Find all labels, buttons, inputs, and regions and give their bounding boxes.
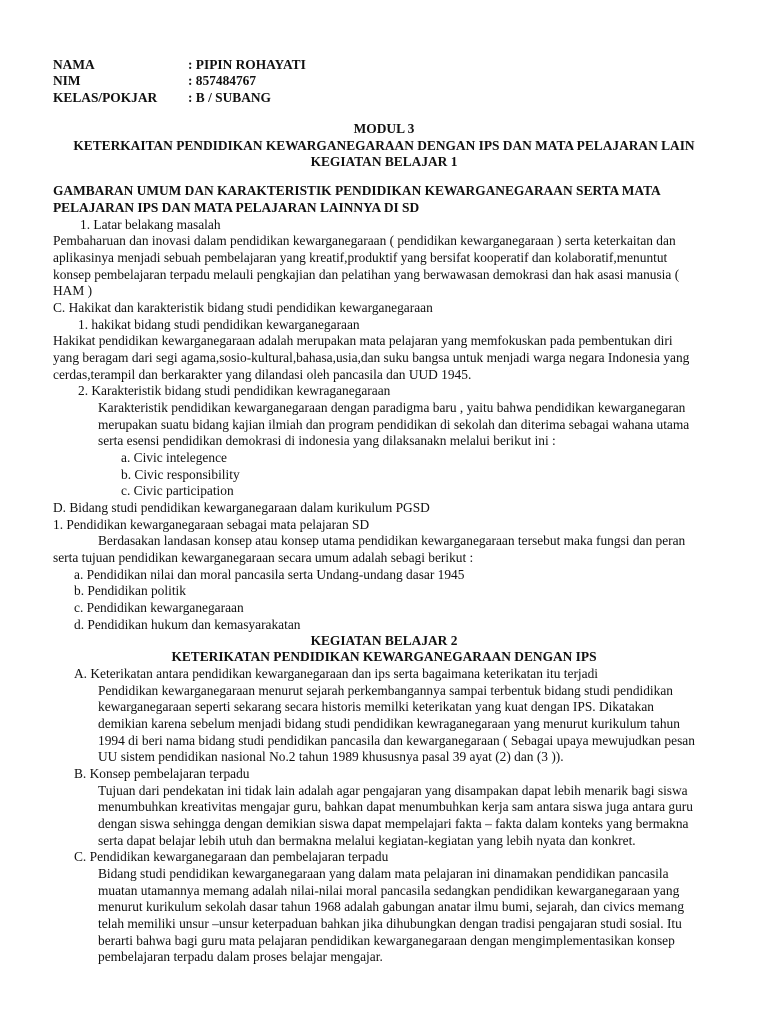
module-title: MODUL 3: [353, 121, 415, 136]
text-line: pembelajaran terpadu dalam proses belajar mengajar.: [98, 949, 383, 964]
text-line: B. Konsep pembelajaran terpadu: [74, 766, 250, 781]
text-line: menurut kurikulum sekolah dasar tahun 1968 adalah gabungan anatar ilmu bumi, sejarah, dan civics memang: [98, 899, 685, 914]
text-line: demikian karena sebelum menjadi bidang studi pendidikan kewraganegaraan yang menurut kurikulum tahun: [98, 716, 680, 731]
text-line: PELAJARAN IPS DAN MATA PELAJARAN LAINNYA DI SD: [53, 200, 420, 215]
text-line: berarti bahwa bagi guru mata pelajaran pendidikan kewarganegaraan dengan mengimplementasikan konsep: [98, 933, 675, 948]
text-line: 1994 di beri nama bidang studi pendidikan pancasila dan kewarganegaraan ( Sebagai upaya mewujudkan pesan: [98, 733, 695, 748]
text-line: dengan siswa sehingga dengan demikian siswa dapat mempelajari fakta – fakta dalam konteks yang bermakna: [98, 816, 689, 831]
label-nama: NAMA: [53, 57, 95, 72]
text-line: b. Civic responsibility: [121, 467, 240, 482]
text-line: Pembaharuan dan inovasi dalam pendidikan kewarganegaraan ( pendidikan kewarganegaraan ) serta keterkaitan dan: [53, 233, 676, 248]
text-line: 1. hakikat bidang studi pendidikan kewarganegaraan: [78, 317, 360, 332]
value-nim: : 857484767: [188, 73, 257, 88]
text-line: C. Pendidikan kewarganegaraan dan pembelajaran terpadu: [74, 849, 389, 864]
text-line: d. Pendidikan hukum dan kemasyarakatan: [74, 617, 301, 632]
text-line: KEGIATAN BELAJAR 2: [310, 633, 458, 648]
text-line: Tujuan dari pendekatan ini tidak lain adalah agar pengajaran yang disampakan dapat lebih menarik bagi siswa: [98, 783, 688, 798]
text-line: serta dapat belajar lebih utuh dan bermakna melalui kegiatan-kegiatan yang lebih nyata dan konkret.: [98, 833, 636, 848]
text-line: 2. Karakteristik bidang studi pendidikan kewraganegaraan: [78, 383, 391, 398]
label-nim: NIM: [53, 73, 81, 88]
text-line: Pendidikan kewarganegaraan menurut sejarah perkembangannya sampai terbentuk bidang studi pendidikan: [98, 683, 673, 698]
text-line: C. Hakikat dan karakteristik bidang studi pendidikan kewarganegaraan: [53, 300, 433, 315]
text-line: Bidang studi pendidikan kewarganegaraan yang dalam mata pelajaran ini dinamakan pendidikan pancasila: [98, 866, 669, 881]
text-line: A. Keterikatan antara pendidikan kewarganegaraan dan ips serta bagaimana keterikatan itu terjadi: [74, 666, 598, 681]
text-line: muatan utamannya memang adalah nilai-nilai moral pancasila sedangkan pendidikan kewarganegaraan yang: [98, 883, 680, 898]
text-line: aplikasinya menjadi sebuah pembelajaran yang kreatif,produktif yang bersifat kooperatif dan kolaboratif,menuntut: [53, 250, 668, 265]
label-kelas: KELAS/POKJAR: [53, 90, 158, 105]
text-line: a. Civic intelegence: [121, 450, 227, 465]
main-title: KETERKAITAN PENDIDIKAN KEWARGANEGARAAN DENGAN IPS DAN MATA PELAJARAN LAIN: [73, 138, 695, 153]
text-line: telah memiliki unsur –unsur keterpaduan bahkan jika dihubungkan dengan tradisi pengajaran studi sosial. Itu: [98, 916, 682, 931]
text-line: serta tujuan pendidikan kewarganegaraan secara umum adalah sebagi berikut :: [53, 550, 474, 565]
text-line: D. Bidang studi pendidikan kewarganegaraan dalam kurikulum PGSD: [53, 500, 430, 515]
text-line: serta esensi pendidikan demokrasi di indonesia yang dilaksanakn melalui berikut ini :: [98, 433, 556, 448]
text-line: cerdas,terampil dan berkarakter yang dilandasi oleh pancasila dan UUD 1945.: [53, 367, 472, 382]
text-line: b. Pendidikan politik: [74, 583, 186, 598]
text-line: Karakteristik pendidikan kewarganegaraan dengan paradigma baru , yaitu bahwa pendidikan kewarganegaran: [98, 400, 686, 415]
text-line: konsep pembelajaran terpadu melauli pengkajian dan pelatihan yang berwawasan demokrasi dan hak asasi manusia (: [53, 267, 680, 282]
value-nama: : PIPIN ROHAYATI: [188, 57, 306, 72]
text-line: Hakikat pendidikan kewarganegaraan adalah merupakan mata pelajaran yang memfokuskan pada pembentukan diri: [53, 333, 673, 348]
text-line: HAM ): [53, 283, 93, 298]
text-line: UU sistem pendidikan nasional No.2 tahun 1989 khususnya pasal 39 ayat (2) dan (3 )).: [98, 749, 564, 764]
text-line: kewarganegaraan seperti sekarang secara historis memilki keterikatan yang kuat dengan IPS. Dikatakan: [98, 699, 654, 714]
activity-1-title: KEGIATAN BELAJAR 1: [310, 154, 458, 169]
text-line: merupakan suatu bidang kajian ilmiah dan program pendidikan di sekolah dan diterima sebagai wahana utama: [98, 417, 690, 432]
text-line: GAMBARAN UMUM DAN KARAKTERISTIK PENDIDIKAN KEWARGANEGARAAN SERTA MATA: [53, 183, 661, 198]
text-line: Berdasakan landasan konsep atau konsep utama pendidikan kewarganegaraan tersebut maka fungsi dan peran: [98, 533, 686, 548]
text-line: yang beragam dari segi agama,sosio-kultural,bahasa,usia,dan suku bangsa untuk menjadi warga negara Indonesia yang: [53, 350, 690, 365]
text-line: 1. Pendidikan kewarganegaraan sebagai mata pelajaran SD: [53, 517, 370, 532]
text-line: KETERIKATAN PENDIDIKAN KEWARGANEGARAAN DENGAN IPS: [171, 649, 597, 664]
text-line: a. Pendidikan nilai dan moral pancasila serta Undang-undang dasar 1945: [74, 567, 465, 582]
text-line: 1. Latar belakang masalah: [80, 217, 221, 232]
text-line: c. Pendidikan kewarganegaraan: [74, 600, 244, 615]
text-line: menumbuhkan kreativitas mengajar guru, bahkan dapat menumbuhkan kerja sam antara siswa juga antara guru: [98, 799, 693, 814]
text-line: c. Civic participation: [121, 483, 234, 498]
value-kelas: : B / SUBANG: [188, 90, 271, 105]
